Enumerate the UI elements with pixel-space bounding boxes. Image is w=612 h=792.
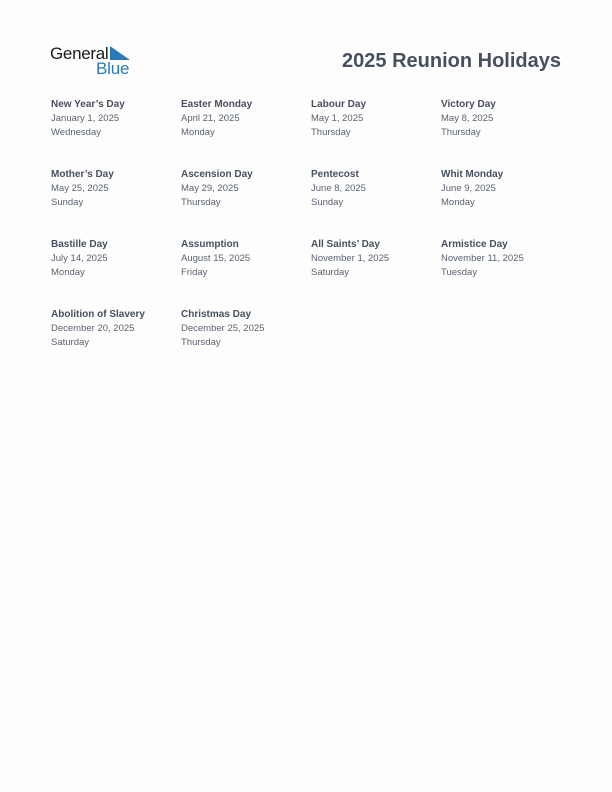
holiday-date: May 1, 2025 (311, 113, 364, 124)
holiday-date: July 14, 2025 (51, 253, 108, 264)
holiday-weekday: Tuesday (441, 267, 478, 278)
holiday-item (311, 238, 441, 308)
holiday-item (181, 168, 311, 238)
holiday-weekday: Thursday (311, 127, 351, 138)
holiday-date: January 1, 2025 (51, 113, 120, 124)
holiday-weekday: Friday (181, 267, 208, 278)
holiday-weekday: Thursday (441, 127, 481, 138)
holiday-item (441, 168, 571, 238)
holiday-name: Mother’s Day (51, 169, 114, 180)
holiday-date: December 20, 2025 (51, 323, 135, 334)
holiday-weekday: Thursday (181, 197, 221, 208)
holiday-weekday: Sunday (311, 197, 344, 208)
holiday-name: Victory Day (441, 99, 496, 110)
holiday-date: May 25, 2025 (51, 183, 109, 194)
holiday-name: Labour Day (311, 99, 367, 110)
holiday-item (311, 168, 441, 238)
logo-word-general: General (50, 44, 109, 63)
holiday-item (51, 168, 181, 238)
holiday-date: June 8, 2025 (311, 183, 366, 194)
holiday-weekday: Saturday (51, 337, 90, 348)
holiday-name: All Saints’ Day (311, 239, 380, 250)
holiday-weekday: Saturday (311, 267, 350, 278)
holiday-weekday: Monday (181, 127, 215, 138)
page-title: 2025 Reunion Holidays (342, 50, 561, 72)
holiday-date: August 15, 2025 (181, 253, 251, 264)
holiday-item (51, 308, 181, 378)
holiday-weekday: Wednesday (51, 127, 101, 138)
holiday-date: June 9, 2025 (441, 183, 496, 194)
triangle-flag-icon (110, 46, 130, 60)
holiday-weekday: Monday (51, 267, 85, 278)
holiday-item (181, 98, 311, 168)
holiday-name: Armistice Day (441, 239, 508, 250)
holiday-name: Christmas Day (181, 309, 252, 320)
holiday-item (441, 238, 571, 308)
holiday-date: April 21, 2025 (181, 113, 240, 124)
holiday-name: Assumption (181, 239, 239, 250)
holiday-date: May 8, 2025 (441, 113, 494, 124)
holiday-item (441, 98, 571, 168)
logo-word-blue: Blue (96, 59, 130, 78)
holiday-item (51, 98, 181, 168)
holiday-date: December 25, 2025 (181, 323, 265, 334)
holiday-name: Easter Monday (181, 99, 253, 110)
holiday-name: Ascension Day (181, 169, 253, 180)
holiday-weekday: Sunday (51, 197, 84, 208)
holiday-date: May 29, 2025 (181, 183, 239, 194)
holiday-date: November 1, 2025 (311, 253, 390, 264)
brand-logo (50, 44, 134, 78)
holiday-name: New Year’s Day (51, 99, 125, 110)
holiday-item (51, 238, 181, 308)
holiday-date: November 11, 2025 (441, 253, 524, 264)
holiday-item (181, 308, 311, 378)
holiday-name: Whit Monday (441, 169, 504, 180)
holiday-item (311, 98, 441, 168)
holiday-name: Abolition of Slavery (51, 309, 145, 320)
holiday-name: Bastille Day (51, 239, 108, 250)
holiday-weekday: Thursday (181, 337, 221, 348)
holiday-name: Pentecost (311, 169, 359, 180)
holiday-weekday: Monday (441, 197, 475, 208)
holiday-grid (51, 98, 571, 378)
holiday-item (181, 238, 311, 308)
